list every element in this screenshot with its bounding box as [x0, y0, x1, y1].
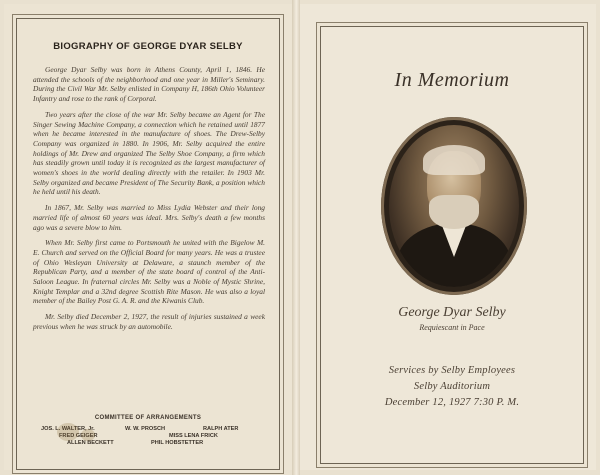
- service-date: December 12, 1927 7:30 P. M.: [384, 397, 520, 408]
- biography-text: [33, 65, 265, 338]
- biography-paragraph: Mr. Selby died December 2, 1927, the result of injuries sustained a week previous when he was struck by an automobile.: [33, 312, 265, 331]
- portrait-beard: [429, 195, 479, 229]
- deceased-name: George Dyar Selby: [398, 305, 506, 320]
- biography-paragraph: When Mr. Selby first came to Portsmouth he united with the Bigelow M. E. Church and served on the Official Board for many years. He was a trustee of Ohio Wesleyan University at Delaware, a staunch member of the Republican Party, and a member of the state board of control of the Anti-Saloon League. In fraternal circles Mr. Selby was a Noble of Mystic Shrine, Knight Templar and a 32nd degree Scottish Rite Mason. He was also a loyal member of the Bailey Post G. A. R. and the Kiwanis Club.: [33, 238, 265, 306]
- paper-stain: [57, 423, 79, 441]
- service-line: Services by Selby Employees: [388, 365, 516, 376]
- biography-paragraph: Two years after the close of the war Mr. Selby became an Agent for The Singer Sewing Machine Company, a connection which he retained until 1877 when he became interested in the manufacture of shoes. The Drew-Selby Company was organized in 1880. In 1906, Mr. Selby acquired the entire holdings of Mr. Drew and organized The Selby Shoe Company, a firm which has steadily grown until today it is recognized as the largest manufacturer of women's shoes in the world dealing directly with the retailer. In 1903 Mr. Selby organized and became President of The Security Bank, a position which he held until his death.: [33, 109, 265, 197]
- committee-member: W. W. PROSCH: [125, 426, 166, 432]
- memorial-cover-page: [300, 4, 596, 470]
- biography-title: BIOGRAPHY OF GEORGE DYAR SELBY: [53, 41, 243, 52]
- biography-border: [16, 18, 280, 470]
- cover-border: [320, 26, 584, 464]
- biography-paragraph: George Dyar Selby was born in Athens County, April 1, 1846. He attended the schools of the neighborhood and one year in Miller's Seminary. During the Civil War Mr. Selby enlisted in Company H, 186th Ohio Volunteer Infantry and rose to the rank of Corporal.: [33, 65, 265, 104]
- biography-paragraph: In 1867, Mr. Selby was married to Miss Lydia Webster and their long married life of almost 60 years was ideal. Mrs. Selby's death a few months ago was a severe blow to him.: [33, 203, 265, 232]
- portrait-frame: [381, 117, 527, 295]
- committee-member: ALLEN BECKETT: [67, 440, 114, 446]
- service-location: Selby Auditorium: [413, 381, 491, 392]
- committee-title: COMMITTEE OF ARRANGEMENTS: [94, 415, 202, 421]
- committee-member: MISS LENA FRICK: [169, 433, 218, 439]
- paper-stain: [81, 429, 95, 441]
- center-fold: [292, 0, 300, 475]
- portrait-photo: [389, 125, 519, 287]
- committee-member: FRED GEIGER: [59, 433, 98, 439]
- requiescant-line: Requiescant in Pace: [419, 323, 485, 332]
- memorial-heading: In Memorium: [394, 69, 510, 91]
- biography-page: [4, 4, 292, 470]
- committee-member: PHIL HOBSTETTER: [151, 440, 204, 446]
- committee-member: JOS. L. WALTER, Jr.: [41, 426, 95, 432]
- portrait-hair: [423, 145, 485, 175]
- committee-member: RALPH ATER: [203, 426, 239, 432]
